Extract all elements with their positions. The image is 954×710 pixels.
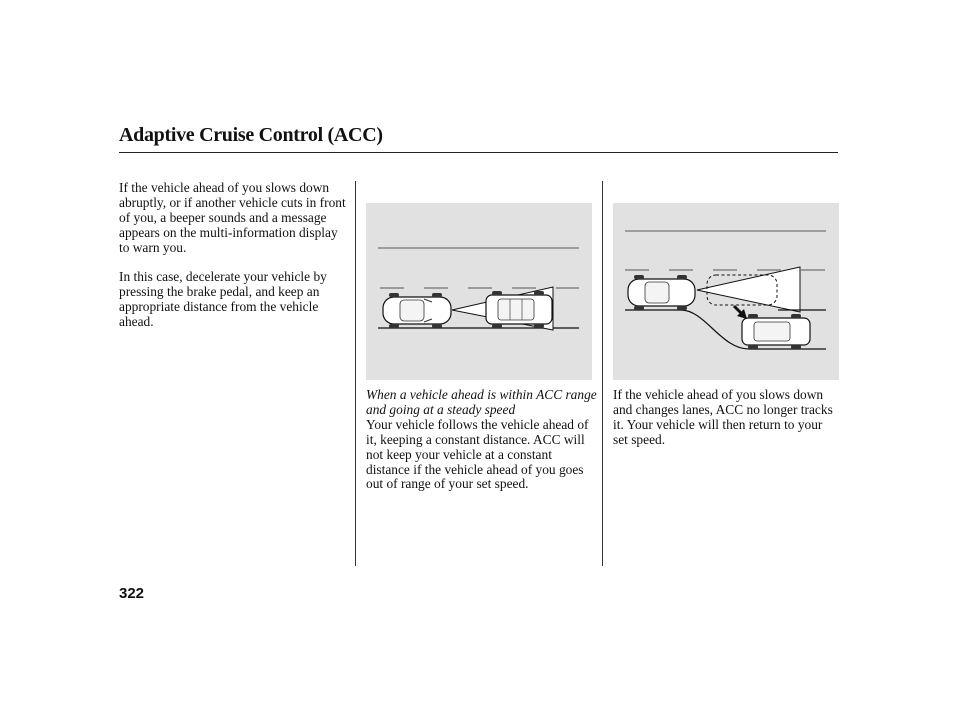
warning-paragraph: If the vehicle ahead of you slows down abruptly, or if another vehicle cuts in front of you, a beeper sounds and a message appears on the multi-information display to warn you.	[119, 180, 346, 255]
steady-speed-paragraph: Your vehicle follows the vehicle ahead of it, keeping a constant distance. ACC will not keep your vehicle at a constant distance if the vehicle ahead of you goes out of range of your set speed.	[366, 416, 589, 492]
lane-change-illustration	[613, 203, 839, 380]
page-number: 322	[119, 585, 145, 602]
car-icon	[486, 291, 552, 328]
column-divider-1	[355, 181, 356, 566]
car-icon	[628, 275, 695, 310]
steady-follow-illustration	[366, 203, 592, 380]
column-divider-2	[602, 181, 603, 566]
decelerate-paragraph: In this case, decelerate your vehicle by pressing the brake pedal, and keep an appropriate distance from the vehicle ahead.	[119, 269, 327, 329]
title-rule	[119, 152, 838, 153]
illustration-caption: When a vehicle ahead is within ACC range and going at a steady speed	[366, 387, 597, 417]
page-title: Adaptive Cruise Control (ACC)	[119, 124, 383, 146]
car-icon	[383, 293, 451, 328]
car-icon	[742, 314, 810, 349]
lane-change-paragraph: If the vehicle ahead of you slows down and changes lanes, ACC no longer tracks it. Your vehicle will then return to your set speed.	[613, 387, 833, 447]
steady-speed-text	[366, 388, 598, 492]
arrow-icon	[734, 306, 747, 319]
